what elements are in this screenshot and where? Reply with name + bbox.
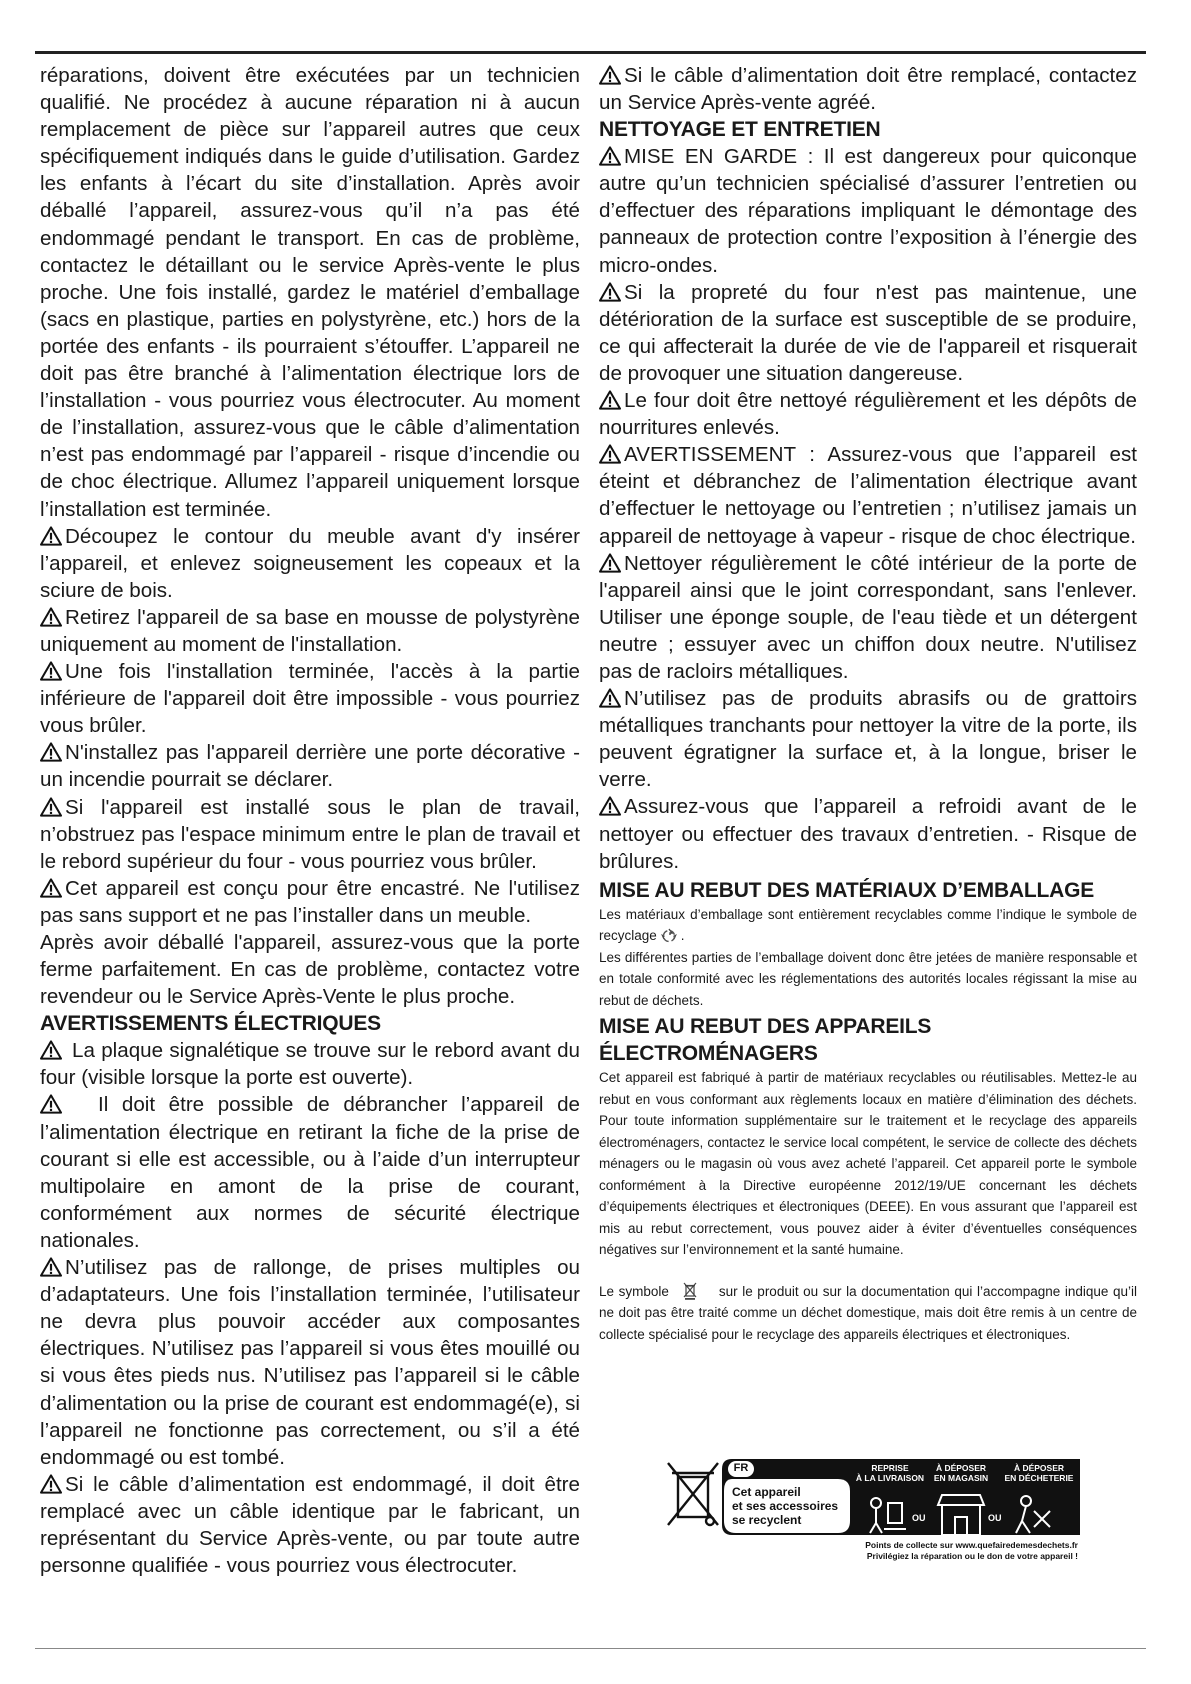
warning-icon xyxy=(599,688,621,708)
cleaning-heading: NETTOYAGE ET ENTRETIEN xyxy=(599,118,881,142)
packaging-recyclable-text: Les matériaux d’emballage sont entièrement recyclables comme l’indique le symbole de recyclage . xyxy=(599,906,1137,944)
right-column xyxy=(599,62,1137,1345)
warning-icon xyxy=(40,1474,62,1494)
weee-symbol-text: Le symbole sur le produit ou sur la documentation qui l’accompagne indique qu’il ne doit pas être traité comme un déchet domestique, mais doit être remis à un centre de collecte spécialisé pour le recyclage des appareils électriques et électroniques. xyxy=(599,1283,1137,1342)
option-store: À DÉPOSER EN MAGASIN xyxy=(933,1463,989,1483)
warning-icon xyxy=(40,797,62,817)
warning-icon xyxy=(599,282,621,302)
warning-icon xyxy=(40,878,62,898)
warning-worktop-space: Si l'appareil est installé sous le plan de travail, n’obstruez pas l'espace minimum entre le plan de travail et le rebord supérieur du four - vous pourriez vous brûler. xyxy=(40,795,580,873)
warning-bottom-access: Une fois l'installation terminée, l'accès à la partie inférieure de l'appareil doit être impossible - vous pourriez vous brûler. xyxy=(40,660,580,738)
warning-abrasive: N’utilisez pas de produits abrasifs ou de grattoirs métalliques tranchants pour nettoyer la vitre de la porte, ils peuvent égratigner la surface et, à la longue, briser le verre. xyxy=(599,687,1137,792)
warning-switch-off: AVERTISSEMENT : Assurez-vous que l’appareil est éteint et débranchez de l’alimentation électrique avant d’effectuer le nettoyage ou l’entretien ; n’utilisez jamais un appareil de nettoyage à vapeur - risque de choc électrique. xyxy=(599,443,1137,548)
warning-icon xyxy=(599,65,621,85)
or-label: OU xyxy=(988,1513,1002,1523)
warning-technician: MISE EN GARDE : Il est dangereux pour quiconque autre qu’un technicien spécialisé d’assurer l’entretien ou d’effectuer des réparations impliquant le démontage des panneaux de protection contre l’exposition à l’énergie des micro-ondes. xyxy=(599,145,1137,277)
option-waste-center: À DÉPOSER EN DÉCHETERIE xyxy=(1004,1463,1074,1483)
bottom-rule xyxy=(35,1648,1146,1649)
warning-regular-cleaning: Le four doit être nettoyé régulièrement et les dépôts de nourritures enlevés. xyxy=(599,389,1137,440)
crossed-bin-icon xyxy=(668,1463,718,1525)
warning-icon xyxy=(40,1040,62,1060)
door-check-paragraph: Après avoir déballé l'appareil, assurez-vous que la porte ferme parfaitement. En cas de problème, contactez votre revendeur ou le Service Après-Vente le plus proche. xyxy=(40,931,580,1009)
warning-icon xyxy=(599,444,621,464)
top-rule xyxy=(35,51,1146,54)
crossed-bin-icon xyxy=(683,1282,697,1300)
triman-footer: Points de collecte sur www.quefairedemesdechets.fr Privilégiez la réparation ou le don de votre appareil ! xyxy=(865,1540,1078,1561)
intro-paragraph: réparations, doivent être exécutées par un technicien qualifié. Ne procédez à aucune réparation ni à aucun remplacement de pièce sur l’appareil autres que ceux spécifiquement indiqués dans le guide d’utilisation. Gardez les enfants à l’écart du site d’installation. Après avoir déballé l’appareil, assurez-vous qu’il n’a pas été endommagé pendant le transport. En cas de problème, contactez le détaillant ou le service Après-vente le plus proche. Une fois installé, gardez le matériel d’emballage (sacs en plastique, parties en polystyrène, etc.) hors de la portée des enfants - ils pourraient s’étouffer. L’appareil ne doit pas être branché à l’alimentation électrique lors de l’installation - vous pourriez vous électrocuter. Au moment de l’installation, assurez-vous que le câble d’alimentation n’est pas endommagé par l’appareil - risque d’incendie ou de choc électrique. Allumez l’appareil uniquement lorsque l’installation est terminée. xyxy=(40,64,580,521)
warning-icon xyxy=(40,607,62,627)
warning-door-seal: Nettoyer régulièrement le côté intérieur de la porte de l'appareil ainsi que le joint correspondant, sans l'enlever. Utiliser une éponge souple, de l'eau tiède et un détergent neutre ; essuyer avec un chiffon doux neutre. N'utilisez pas de racloirs métalliques. xyxy=(599,551,1137,683)
warning-icon xyxy=(40,526,62,546)
electrical-warnings-heading: AVERTISSEMENTS ÉLECTRIQUES xyxy=(40,1012,381,1036)
left-column xyxy=(40,62,580,1579)
warning-icon xyxy=(599,146,621,166)
appliance-disposal-text: Cet appareil est fabriqué à partir de matériaux recyclables ou réutilisables. Mettez-le au rebut en vous conformant aux règlements locaux en matière d’élimination des déchets. Pour toute information supplémentaire sur le traitement et le recyclage des appareils électroménagers, contactez le service local compétent, le service de collecte des déchets ménagers ou le magasin où vous avez acheté l’appareil. Cet appareil porte le symbole conformément à la Directive européenne 2012/19/UE concernant les déchets d’équipements électriques et électroniques (DEEE). En vous assurant que l’appareil est mis au rebut correctement, vous pouvez aider à éviter d’éventuelles conséquences négatives sur l’environnement et la santé humaine. xyxy=(599,1070,1137,1258)
warning-damaged-cable: Si le câble d’alimentation est endommagé, il doit être remplacé avec un câble identique par le fabricant, un représentant du Service Après-vente, ou par toute autre personne qualifiée - vous pourriez vous électrocuter. xyxy=(40,1472,580,1578)
packaging-disposal-text: Les différentes parties de l’emballage doivent donc être jetées de manière responsable et en totale conformité avec les réglementations des autorités locales régissant la mise au rebut de déchets. xyxy=(599,949,1137,1008)
warning-rating-plate: La plaque signalétique se trouve sur le rebord avant du four (visible lorsque la porte est ouverte). xyxy=(40,1039,580,1090)
country-code: FR xyxy=(733,1462,749,1474)
warning-icon xyxy=(40,742,62,762)
warning-icon xyxy=(40,1257,62,1277)
packaging-disposal-heading: MISE AU REBUT DES MATÉRIAUX D’EMBALLAGE xyxy=(599,878,1095,902)
triman-message: Cet appareil et ses accessoires se recyclent xyxy=(732,1485,839,1527)
warning-cable-replacement: Si le câble d’alimentation doit être remplacé, contactez un Service Après-vente agréé. xyxy=(599,64,1137,115)
warning-cool-down: Assurez-vous que l’appareil a refroidi avant de le nettoyer ou effectuer des travaux d’entretien. - Risque de brûlures. xyxy=(599,795,1137,873)
warning-icon xyxy=(599,796,621,816)
option-delivery: REPRISE À LA LIVRAISON xyxy=(855,1463,925,1483)
warning-polystyrene-base: Retirez l'appareil de sa base en mousse de polystyrène uniquement au moment de l'installation. xyxy=(40,605,580,656)
warning-extension-cords: N’utilisez pas de rallonge, de prises multiples ou d’adaptateurs. Une fois l’installation terminée, l’utilisateur ne devra plus pouvoir accéder aux composantes électriques. N’utilisez pas l’appareil si vous êtes mouillé ou si vous êtes pieds nus. N’utilisez pas l’appareil si le câble d’alimentation ou la prise de courant est endommagé(e), si l’appareil ne fonctionne pas correctement, ou s’il a été endommagé ou est tombé. xyxy=(40,1256,580,1469)
warning-icon xyxy=(40,1094,62,1114)
or-label: OU xyxy=(912,1513,926,1523)
warning-cut-furniture: Découpez le contour du meuble avant d'y insérer l’appareil, et enlevez soigneusement les copeaux et la sciure de bois. xyxy=(40,524,580,602)
recycle-icon xyxy=(661,927,677,943)
warning-decorative-door: N'installez pas l'appareil derrière une porte décorative - un incendie pourrait se déclarer. xyxy=(40,741,580,792)
triman-recycling-label xyxy=(666,1451,1080,1563)
warning-built-in: Cet appareil est conçu pour être encastré. Ne l'utilisez pas sans support et ne pas l’installer dans un meuble. xyxy=(40,876,580,927)
warning-icon xyxy=(599,390,621,410)
appliance-disposal-heading: MISE AU REBUT DES APPAREILS ÉLECTROMÉNAGERS xyxy=(599,1015,932,1066)
warning-disconnect: Il doit être possible de débrancher l’appareil de l’alimentation électrique en retirant la fiche de la prise de courant si elle est accessible, ou à l’aide d’un interrupteur multipolaire en amont de la prise de courant, conformément aux normes de sécurité électrique nationales. xyxy=(40,1093,580,1252)
warning-icon xyxy=(599,553,621,573)
warning-cleanliness: Si la propreté du four n'est pas maintenue, une détérioration de la surface est susceptible de se produire, ce qui affecterait la durée de vie de l'appareil et risquerait de provoquer une situation dangereuse. xyxy=(599,280,1137,385)
warning-icon xyxy=(40,661,62,681)
